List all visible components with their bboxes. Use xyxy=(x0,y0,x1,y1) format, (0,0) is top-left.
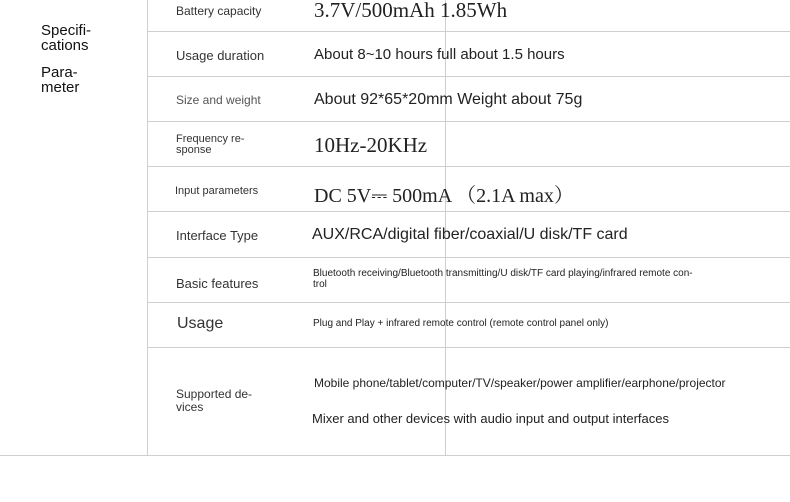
row-label: Frequency re- sponse xyxy=(176,133,245,156)
table-row xyxy=(148,303,790,348)
table-row xyxy=(148,0,790,32)
row-value: AUX/RCA/digital fiber/coaxial/U disk/TF card xyxy=(312,226,628,243)
sidebar-title-specifications: Specifi- cations xyxy=(41,22,92,54)
sidebar-title-parameter: Para- meter xyxy=(41,64,80,96)
row-value-secondary: Mixer and other devices with audio input and output interfaces xyxy=(312,411,669,426)
table-row xyxy=(148,212,790,258)
row-value: About 92*65*20mm Weight about 75g xyxy=(314,91,583,108)
row-label: Usage duration xyxy=(176,48,265,63)
row-label: Basic features xyxy=(176,276,259,291)
row-label: Size and weight xyxy=(176,93,261,107)
row-label: Battery capacity xyxy=(176,4,262,18)
row-value: Bluetooth receiving/Bluetooth transmitting/U disk/TF card playing/infrared remote con- trol xyxy=(313,268,693,290)
row-value: Mobile phone/tablet/computer/TV/speaker/power amplifier/earphone/projector xyxy=(314,376,726,390)
table-bottom-border xyxy=(0,455,790,456)
row-value: About 8~10 hours full about 1.5 hours xyxy=(314,46,565,63)
table-row xyxy=(148,122,790,167)
row-value: 10Hz-20KHz xyxy=(314,133,428,157)
table-row xyxy=(148,167,790,212)
row-label: Interface Type xyxy=(176,228,259,243)
row-value: DC 5V⎓ 500mA （2.1A max） xyxy=(314,185,574,207)
table-row xyxy=(148,32,790,77)
row-label: Usage xyxy=(177,315,224,332)
row-label: Supported de- vices xyxy=(176,387,253,414)
table-row xyxy=(148,77,790,122)
row-label: Input parameters xyxy=(175,185,259,197)
row-value: Plug and Play + infrared remote control (remote control panel only) xyxy=(313,318,609,329)
sidebar xyxy=(0,0,148,455)
row-value: 3.7V/500mAh 1.85Wh xyxy=(314,0,508,22)
table-row xyxy=(148,348,790,455)
table-row xyxy=(148,258,790,303)
